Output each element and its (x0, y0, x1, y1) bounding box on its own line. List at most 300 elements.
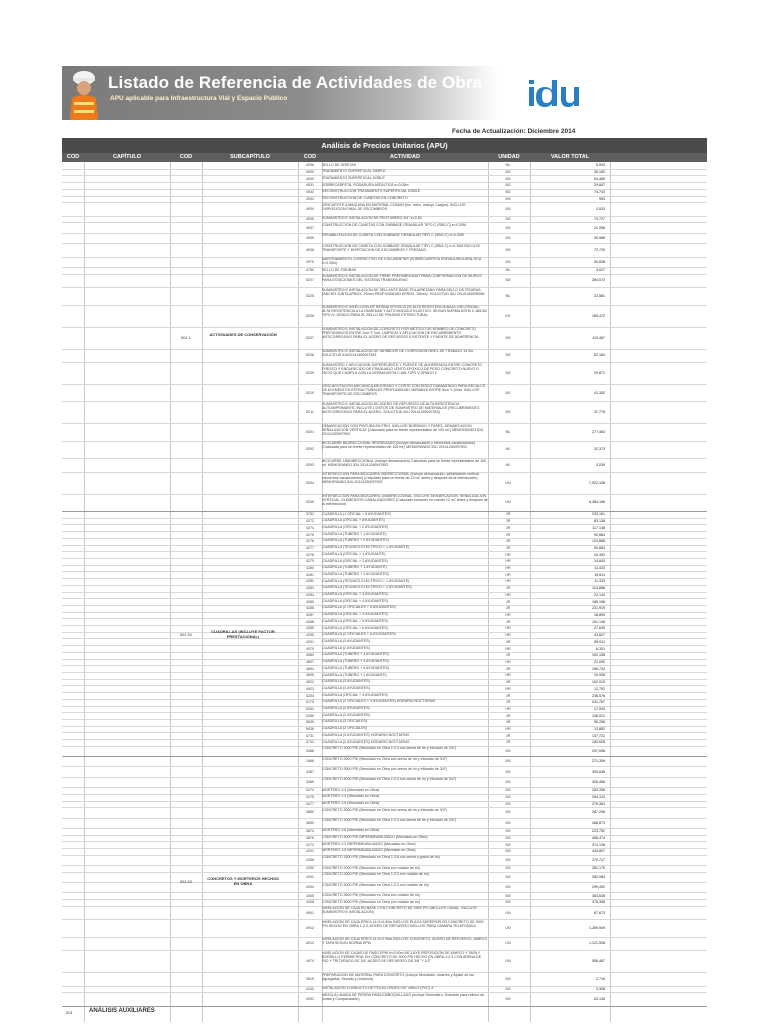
activity-code: 5210 (306, 390, 314, 395)
activity-unit: M3 (505, 976, 511, 981)
activity-unit: HR (505, 659, 511, 664)
activity-total: 102,015 (592, 680, 605, 685)
activity-total: 22,090 (594, 659, 605, 664)
activity-description: SUMINISTRO E INYECCION DE RESINA EPOXICA DE ALTA RESISTENCIA BAJA VISCOSIDAD, ALTA RESISTENCIA A LA HUMEDAD Y ALTO MODULO ELASTICO. SEGUN NORMA ASTM C-881/16, TIPO IV, GRADO PARA EL SELLO DE FISURAS ESTRUCTURAL (322, 305, 488, 318)
col-header-chapter: CAPÍTULO (112, 154, 142, 160)
activity-description: CUADRILLA (OFICIAL + 5 AYUDANTES) (322, 618, 388, 623)
activity-unit: M3 (505, 801, 511, 806)
activity-description: CONCRETO 3000 PSI (Mezclado en Obra con arena de rio y triturado de 3/4") (322, 807, 448, 812)
activity-unit: M3 (505, 842, 511, 847)
activity-code: 5206 (306, 313, 314, 318)
subchapter-name: CONCRETOS Y MORTEROS HECHOS EN OBRA (207, 876, 279, 887)
activity-description: CUADRILLA (OFICIAL + 4 AYUDANTES) (322, 692, 388, 697)
activity-code: 4936 (306, 163, 314, 168)
activity-description: MORTERO 1:5 IMPERMEABILIZADO (Mezclado en Obra) (322, 848, 416, 853)
activity-code: 4934 (306, 207, 314, 211)
activity-unit: JR (505, 693, 511, 698)
activity-code: 5302 (306, 447, 314, 452)
activity-total: 456,474 (592, 835, 605, 840)
activity-unit: M2 (505, 259, 511, 264)
activity-code: 3475 (306, 795, 314, 800)
activity-description: CUADRILLA (2 OFICIALES + 5 AYUDANTES) (322, 605, 396, 610)
activity-description: SUMINISTRO E INSTALACION DE PROTUBERO 3/4" e=0.50 (322, 216, 422, 221)
activity-unit: M2 (505, 335, 511, 340)
activity-code: 5636 (306, 727, 314, 732)
activity-total: 233,161 (592, 512, 605, 517)
activity-code: 4276 (306, 539, 314, 544)
activity-description: MORTERO 1:6 (Mezclado en Obra) (322, 828, 380, 833)
activity-unit: M2 (505, 410, 511, 415)
activity-code: 5305 (306, 500, 314, 505)
activity-description: CUADRILLA (2 AYUDANTES) (322, 706, 370, 711)
activity-code: 5209 (306, 371, 314, 376)
activity-description: CONCRETO 3000 PSI (Mezclado en Obra 1:2:3 con rodado de rio) (322, 882, 429, 887)
activity-total: 281,175 (592, 866, 605, 871)
activity-code: 5280 (306, 713, 314, 718)
activity-total: 195,704 (592, 666, 605, 671)
activity-code: 3850 (306, 820, 314, 825)
activity-code: 5281 (306, 706, 314, 711)
activity-unit: JR (505, 713, 511, 718)
activity-unit: JR (505, 720, 511, 725)
activity-code: 4285 (306, 599, 314, 604)
activity-description: MORTERO 1:5 (Mezclado en Obra) (322, 801, 380, 805)
activity-unit: JR (505, 680, 511, 685)
activity-code: 4579 (306, 646, 314, 651)
activity-code: 4275 (306, 532, 314, 537)
activity-description: CUADRILLA (2 OFICIALES) (322, 719, 368, 724)
col-header-total: VALOR TOTAL (550, 154, 590, 160)
activity-total: 1,289,949 (589, 926, 605, 931)
activity-code: 4304 (306, 885, 314, 890)
activity-code: 4933 (306, 196, 314, 201)
activity-total: 2,308 (596, 987, 605, 992)
activity-code: 3876 (306, 835, 314, 840)
activity-code: 4300 (306, 866, 314, 871)
activity-unit: ML (505, 163, 511, 168)
activity-total: 73,727 (594, 217, 605, 222)
activity-code: 3467 (306, 769, 314, 774)
activity-description: CUADRILLA (3 AYUDANTES) (322, 679, 370, 684)
activity-total: 137,721 (592, 733, 605, 738)
col-header-activity: ACTIVIDAD (390, 154, 420, 160)
activity-total: 277,463 (592, 430, 605, 435)
activity-total: 558,467 (592, 959, 605, 964)
activity-description: CUADRILLA (TUBERO + 3 AYUDANTES) (322, 652, 389, 657)
activity-unit: HR (505, 566, 511, 571)
activity-description: CUADRILLA (TUBERO + 1 AYUDANTE) (322, 565, 387, 570)
activity-code: 4935 (306, 217, 314, 222)
activity-description: CUADRILLA (2 AYUDANTES) (322, 712, 370, 717)
activity-total: 12,882 (594, 727, 605, 732)
activity-total: 271,306 (592, 759, 605, 764)
activity-code: 4970 (306, 259, 314, 264)
activity-total: 136,021 (592, 713, 605, 718)
activity-code: 4272 (306, 519, 314, 524)
activity-description: CONCRETO 3000 PSI (Mezclado en Obra 1:2:3 con arena de rio y triturado de 3/4") (322, 746, 457, 751)
activity-unit: M3 (505, 849, 511, 854)
activity-unit: M2 (505, 390, 511, 395)
activity-description: CONCRETO 2500 PSI (Mezclado en Obra con arena de rio y triturado de 3/4") (322, 756, 448, 761)
activity-total: 276,363 (592, 801, 605, 806)
activity-code: 4308 (306, 900, 314, 905)
activity-total: 30,162 (594, 170, 605, 175)
activity-description: CUADRILLA (OFICIAL + 4 AYUDANTES) (322, 598, 388, 603)
activity-unit: M3 (505, 207, 511, 211)
activity-total: 4,027 (596, 268, 605, 273)
activity-description: NIVELACION DE CAJA EPM 5 14 H=0.90m INCLUYE CONCRETO, ACERO DE REFUERZO, MARCO Y TAPA SEGUN NORMA EPM (322, 937, 487, 946)
activity-description: RECONSTRUCCION DE CUNETAS EN CONCRETO (322, 196, 408, 201)
activity-code: 4284 (306, 592, 314, 597)
activity-total: 223,752 (592, 829, 605, 834)
activity-total: 30,988 (594, 235, 605, 240)
activity-description: NIVELACION DE CAJAS DE PASO EPM H=0.90m INCLUYE REPOSICION DE MARCO Y TAPA Y BORDILLO PERIMETRAL EN CONCRETO DE 3000 PSI HECHO EN OBRA 1:2:3 CON ARENA DE RIO Y TRITURADO DE 3/4" ACERO DE REFUERZO DE 3/8" Y 1/2" (322, 950, 482, 963)
activity-total: 11,333 (594, 579, 605, 584)
activity-unit: HR (505, 613, 511, 617)
activity-description: SUMINISTRO E INSTALACION DE CONCRETO POR METODO DE BOMBEO DE CONCRETO PREFUNDIDOS ENTRE 2cm Y 7cm. LIMPIEZA Y APLICACION DE RECUBRIMIENTO ANTICORROSIVO PARA EL ACERO DE REFUERZO EXISTENTE Y PUENTE DE ADHERENCIA (322, 327, 479, 340)
col-header-cod-activity: COD (303, 154, 317, 160)
update-date: Fecha de Actualización: Diciembre 2014 (452, 128, 576, 135)
activity-description: CONCRETO 3500 PSI (Mezclado en Obra con rodado de rio) (322, 892, 421, 897)
activity-total: 284,072 (592, 278, 605, 283)
activity-unit: UN (505, 500, 511, 505)
activity-code: 4940 (306, 176, 314, 181)
col-header-cod-subchapter: COD (179, 154, 193, 160)
idu-logo (528, 78, 580, 108)
subchapter-group (62, 756, 707, 1007)
activity-unit: M3 (505, 866, 511, 871)
activity-total: 253,336 (592, 788, 605, 793)
construction-worker-icon (64, 68, 104, 120)
activity-unit: JR (505, 740, 511, 745)
activity-description: CUADRILLA (TUBERO + 2 AYUDANTES) (322, 538, 389, 543)
subchapter-group (62, 511, 707, 757)
activity-unit: M2 (505, 183, 511, 188)
activity-total: 63,138 (594, 997, 605, 1002)
activity-unit: M3 (505, 987, 511, 992)
activity-code: 4291 (306, 639, 314, 644)
activity-code: 4340 (306, 987, 314, 992)
activity-unit: M3 (505, 759, 511, 764)
activity-description: TRATAMIENTO SUPERFICIAL SIMPLE (322, 169, 386, 174)
activity-unit: UN (505, 941, 511, 946)
activity-total: 6,301 (596, 646, 605, 651)
activity-unit: M2 (505, 170, 511, 175)
activity-total: 288,873 (592, 820, 605, 825)
activity-description: CONSTRUCCION DE CUNETAS CON SUBBASE GRANULAR TIPO C (SBG-C) e=0.30M (322, 222, 466, 227)
document-subtitle: APU aplicable para Infraestructura Vial y Espacio Público (110, 95, 288, 102)
activity-description: SUMINISTRO E INSTALACION DE INHIBIDOR DE CORROSION NIVEL DE TRABAJO 14.0m. SOLICITUD IDU20141450097943 (322, 349, 475, 358)
activity-description: NIVELACION DE CAJA EN BASE CON CONCRETO DE 3500 PSI (INCLUYE CANAL, INCLUYE SUMINISTRO E INSTALACION) (322, 906, 477, 915)
activity-code: 4932 (306, 190, 314, 195)
activity-unit: KG (505, 313, 511, 318)
activity-total: 27,645 (594, 626, 605, 631)
activity-total: 52,164 (594, 353, 605, 358)
activity-total: 83,138 (594, 519, 605, 524)
activity-code: 4201 (306, 849, 314, 854)
activity-unit: JR (505, 666, 511, 671)
activity-total: 151,148 (592, 619, 605, 624)
activity-unit: JR (505, 545, 511, 550)
activity-total: 23,581 (594, 293, 605, 298)
activity-unit: JR (505, 532, 511, 537)
activity-total: 2,053 (596, 207, 605, 211)
activity-code: 5303 (306, 462, 314, 467)
activity-description: INTERSECCION PARA BICICARRIL UNIDIRECCIONAL. INCLUYE DEMARCACION, SEÑALIZACION VERTICAL, ELEMENTOS CANALIZADORES (Calculado tomando en cuenta 12 ml. antes y después de la intersección) (322, 494, 488, 507)
activity-code: 4695 (306, 673, 314, 678)
activity-code: 3819 (306, 976, 314, 981)
activity-code: 5179 (306, 700, 314, 705)
activity-unit: JR (505, 512, 511, 517)
activity-total: 12,752 (594, 686, 605, 691)
activity-code: 4306 (306, 857, 314, 862)
activity-description: INTERSECCION PARA BICICARRIL BIDIRECCIONAL (Incluye demarcación, señalización vertical, elementos canalizadores) (Calculado para un frente de 13 ml. antes y después de la intersección) MEMORANDO IDU 20141250097903 (322, 472, 480, 485)
activity-description: CUADRILLA (OFICIAL + 1 AYUDANTE) (322, 551, 386, 556)
activity-unit: HR (505, 552, 511, 557)
activity-unit: HR (505, 572, 511, 577)
activity-description: CUADRILLA (3 AYUDANTES) (322, 638, 370, 643)
activity-unit: M2 (505, 278, 511, 283)
activity-description: MORTERO 1:4 (Mezclado en Obra) (322, 794, 380, 799)
activity-description: CUADRILLA (OFICIAL + 6 AYUDANTES) (322, 625, 388, 630)
activity-description: RECONSTRUCCION TRATAMIENTO SUPERFICIAL DOBLE (322, 189, 421, 194)
activity-code: 5225 (306, 293, 314, 298)
activity-unit: JR (505, 619, 511, 624)
activity-code: 4281 (306, 572, 314, 577)
activity-description: DEMARCACION CON PINTURA EN FRIO, INCLUYE BORRADO Y FASES. DEMARCACION SEÑALIZACION VERTICAL (Calculado para un frente representativo de 100 ml.) MEMORANDO IDU 20141250097903 (322, 423, 484, 436)
activity-unit: JR (505, 733, 511, 738)
col-header-cod-chapter: COD (66, 154, 80, 160)
activity-unit: ML (505, 293, 511, 298)
activity-description: CUADRILLA (2 OFICIALES + 4 AYUDANTES) HORARIO NOCTURNO (322, 699, 436, 704)
subchapter-name: ACTIVIDADES DE CONSERVACIÓN (209, 331, 277, 337)
activity-description: CONCRETO 1500 PSI (Mezclado en Obra 1:3:6 con arena y grava de rio) (322, 855, 440, 860)
col-header-unit: UNIDAD (498, 154, 520, 160)
activity-code: 4938 (306, 247, 314, 252)
activity-total: 41,998 (594, 225, 605, 230)
activity-code: 3474 (306, 788, 314, 793)
activity-description: SUMINISTRO E INSTALACION DE ACERO DE REFUERZO DE ALTA RESISTENCIA, AUTOIMPRIMANTE, INCLUYE COSTOS DE SUMINISTRO DE MATERIALES (RECUBRIMIENTO ANTICORROSIVO PARA EL ACERO, SOLICITUD IDU 20141450097943) (322, 401, 480, 414)
activity-description: PREPARACION DE MATERIAL PARA CONCRETO (Incluye Nivelación, Acarreo y Ajuste de los Agregados, Secado y Limpieza) (322, 972, 474, 981)
activity-total: 41,352 (594, 390, 605, 395)
activity-description: CUADRILLA (TECNICO ELECTRICO + 1 AYUDANTE) (322, 545, 410, 550)
activity-code: 4931 (306, 183, 314, 188)
activity-total: 43,627 (594, 633, 605, 638)
activity-description: CUADRILLA (2 OFICIALES) (322, 726, 368, 731)
activity-unit: M3 (505, 795, 511, 800)
activity-code: 5207 (306, 335, 314, 340)
activity-code: 4912 (306, 926, 314, 931)
activity-total: 17,003 (594, 706, 605, 711)
activity-unit: ML (505, 268, 511, 273)
activity-total: 241,767 (592, 700, 605, 705)
activity-unit: HR (505, 559, 511, 564)
activity-unit: ML (505, 430, 511, 435)
activity-unit: HR (505, 673, 511, 678)
chapter-name: ANÁLISIS AUXILIARES (89, 1008, 155, 1014)
activity-unit: JR (505, 700, 511, 705)
activity-unit: JR (505, 586, 511, 591)
document-title: Listado de Referencia de Actividades de Obra (108, 73, 483, 92)
activity-total: 374,136 (592, 842, 605, 847)
activity-code: 5211 (306, 410, 314, 415)
activity-code: 4173 (306, 842, 314, 847)
activity-description: BICICARRIL BIDIRECCIONAL SEGREGADO (Incluye demarcación y elementos canalizadores) (Calculado para un frente representativo de 100 ml.) MEMORANDO IDU 20141250097903 (322, 441, 475, 450)
activity-total: 953 (599, 196, 605, 201)
activity-unit: M3 (505, 779, 511, 784)
activity-code: 3466 (306, 748, 314, 753)
activity-total: 165,472 (592, 313, 605, 318)
activity-code: 4289 (306, 626, 314, 631)
activity-total: 15,611 (594, 572, 605, 577)
activity-description: CONCRETO 4000 PSI (Mezclado en Obra con rodado de rio) (322, 899, 421, 904)
activity-code: 5304 (306, 480, 314, 485)
activity-total: 87,673 (594, 910, 605, 915)
activity-total: 10,392 (594, 552, 605, 557)
activity-description: CUADRILLA (1 OFICIAL + 6 AYUDANTES) (322, 511, 391, 516)
activity-code: 4694 (306, 666, 314, 671)
activity-code: 4580 (306, 653, 314, 658)
activity-code: 3680 (306, 810, 314, 815)
subchapter-code: 001.01 (179, 631, 193, 637)
activity-description: CUADRILLA (TUBERO + 4 AYUDANTES) (322, 659, 389, 664)
activity-description: MORTERO 1:3 (Mezclado en Obra) (322, 787, 380, 792)
activity-code: 4279 (306, 559, 314, 564)
activity-unit: UN (505, 959, 511, 964)
activity-unit: UN (505, 910, 511, 915)
activity-code: 4286 (306, 606, 314, 611)
activity-unit: M3 (505, 900, 511, 905)
activity-unit: HR (505, 727, 511, 732)
activity-code: 3477 (306, 801, 314, 806)
activity-unit: HR (505, 686, 511, 691)
table-body (62, 162, 707, 1022)
activity-total: 117,148 (592, 525, 605, 530)
subchapter-group (62, 162, 707, 512)
activity-description: DESCAPOTACION MECANICA MEJORADO Y CORTE CON DISCO DIAMANTADO PARA RECALCE DE ELEMENTOS ESTRUCTURALES PROFUNDIDAD VARIABLE ENTRE 5cm Y 20cm. INCLUYE TRANSPORTE DE ESCOMBROS (322, 384, 486, 397)
activity-code: 3468 (306, 759, 314, 764)
activity-total: 287,208 (592, 810, 605, 815)
col-header-subchapter: SUBCAPÍTULO (230, 154, 270, 160)
activity-total: 192,158 (592, 653, 605, 658)
activity-total: 124,888 (592, 586, 605, 591)
activity-total: 89,011 (594, 639, 605, 644)
activity-unit: JR (505, 519, 511, 524)
activity-unit: UN (505, 926, 511, 931)
activity-total: 30,838 (594, 259, 605, 264)
activity-code: 5731 (306, 733, 314, 738)
activity-total: 90,664 (594, 545, 605, 550)
activity-unit: HR (505, 579, 511, 584)
activity-description: CONCRETO 3000 PSI IMPERMEABILIZADO (Mezclado en Obra) (322, 835, 428, 840)
activity-unit: M3 (505, 748, 511, 753)
activity-total: 64,460 (594, 176, 605, 181)
activity-total: 90,664 (594, 532, 605, 537)
activity-code: 4922 (306, 680, 314, 685)
activity-description: CUADRILLA (OFICIAL + 2 AYUDANTES) (322, 558, 388, 563)
activity-description: CUADRILLA (TUBERO + 2 AYUDANTES) (322, 571, 389, 576)
activity-total: 309,648 (592, 769, 605, 774)
activity-total: 326,468 (592, 779, 605, 784)
activity-total: 37,778 (594, 410, 605, 415)
activity-total: 231,919 (592, 606, 605, 611)
activity-unit: M3 (505, 196, 511, 201)
activity-code: 5635 (306, 720, 314, 725)
activity-unit: M3 (505, 835, 511, 840)
activity-total: 99,258 (594, 720, 605, 725)
activity-unit: HR (505, 626, 511, 631)
activity-unit: ML (505, 447, 511, 452)
activity-unit: M3 (505, 874, 511, 879)
activity-code: 4974 (306, 959, 314, 964)
activity-total: 72,720 (594, 247, 605, 252)
activity-unit: M2 (505, 371, 511, 376)
activity-unit: HR (505, 633, 511, 638)
activity-unit: JR (505, 653, 511, 658)
activity-unit: ML (505, 462, 511, 467)
activity-description: REHABILITACION DE CUNETA CON SUBBASE GRANULAR TIPO C (SBG-C) e=0.30M (322, 233, 464, 238)
activity-unit: M2 (505, 176, 511, 181)
activity-code: 4990 (306, 170, 314, 175)
activity-code: 4607 (306, 659, 314, 664)
activity-code: 5732 (306, 740, 314, 745)
activity-description: CONCRETO 3000 PSI (Mezclado en Obra 1:2:3 con arena de rio y triturado de 3/4") (322, 818, 457, 823)
activity-total: 74,743 (594, 190, 605, 195)
activity-description: SELLO DE FISURAS (322, 267, 357, 272)
activity-total: 183,628 (592, 740, 605, 745)
activity-description: CUADRILLA (2 OFICIALES + 6 AYUDANTES) (322, 632, 396, 637)
activity-total: 1,121,508 (589, 941, 605, 946)
activity-unit: M3 (505, 769, 511, 774)
activity-description: SUMINISTRO E INSTALACION DE SELLANTE BASE POLIURETANO PARA SELLO DE FISURAS (ANCHO JUNTA APROX. 20mm PROFUNDIDAD APROX. 25mm). SOLICITUD IDU 20141450095981 (322, 287, 485, 296)
subchapter-name: CUADRILLAS (INCLUYE FACTOR PRESTACIONAL) (211, 628, 275, 639)
activity-code: 4287 (306, 613, 314, 617)
activity-description: INSTALACION CONDUCTO DE POLICLORURO DE VINILO (PVC) 4" (322, 986, 435, 991)
activity-description: CONSTRUCCION DE CUNETA CON SUBBASE GRANULAR TIPO C (SBG-C) e=0.30M INCLUYE TRANSPORTE Y DISPOSICION DE ESCOMBROS Y FRESADO (322, 243, 480, 252)
activity-total: 294,123 (592, 795, 605, 800)
activity-code: 4901 (306, 910, 314, 915)
activity-total: 376,358 (592, 900, 605, 905)
activity-description: CUADRILLA (2 AYUDANTES) HORARIO NOCTURNO (322, 739, 410, 744)
activity-unit: M2 (505, 190, 511, 195)
activity-unit: M3 (505, 893, 511, 898)
activity-total: 443,807 (592, 849, 605, 854)
activity-unit: M3 (505, 225, 511, 230)
activity-description: CUADRILLA (OFICIAL + 3 AYUDANTES) (322, 592, 388, 597)
activity-total: 3,039 (596, 462, 605, 467)
activity-unit: JR (505, 599, 511, 604)
activity-unit: M3 (505, 235, 511, 240)
activity-description: SUMINISTRO E INSTALACION DE FIRME PREFABRICADO PARA CONFORMACION DE MUROS PARA ESTACIONES DEL SISTEMA TRANSMILENIO (322, 274, 482, 283)
activity-unit: HR (505, 592, 511, 597)
activity-unit: JR (505, 639, 511, 644)
activity-description: CONCRETO 2000 PSI (Mezclado en Obra con rodado de rio) (322, 865, 421, 870)
activity-description: CUADRILLA (OFICIAL + AYUDANTES) (322, 518, 385, 523)
activity-code: 4939 (306, 235, 314, 240)
activity-code: 5204 (306, 693, 314, 698)
activity-code: 5208 (306, 353, 314, 358)
activity-description: CUADRILLA (TECNICO ELECTRICO + 2 AYUDANTES) (322, 585, 412, 590)
activity-unit: M3 (505, 820, 511, 825)
activity-total: 236,576 (592, 693, 605, 698)
activity-unit: M2 (505, 353, 511, 358)
activity-code: 5207 (306, 278, 314, 283)
activity-description: SELLO DE GRIETAS (322, 162, 357, 167)
activity-total: 19,938 (594, 673, 605, 678)
activity-unit: M3 (505, 857, 511, 862)
activity-unit: JR (505, 606, 511, 611)
activity-total: 7,522,108 (589, 480, 605, 485)
